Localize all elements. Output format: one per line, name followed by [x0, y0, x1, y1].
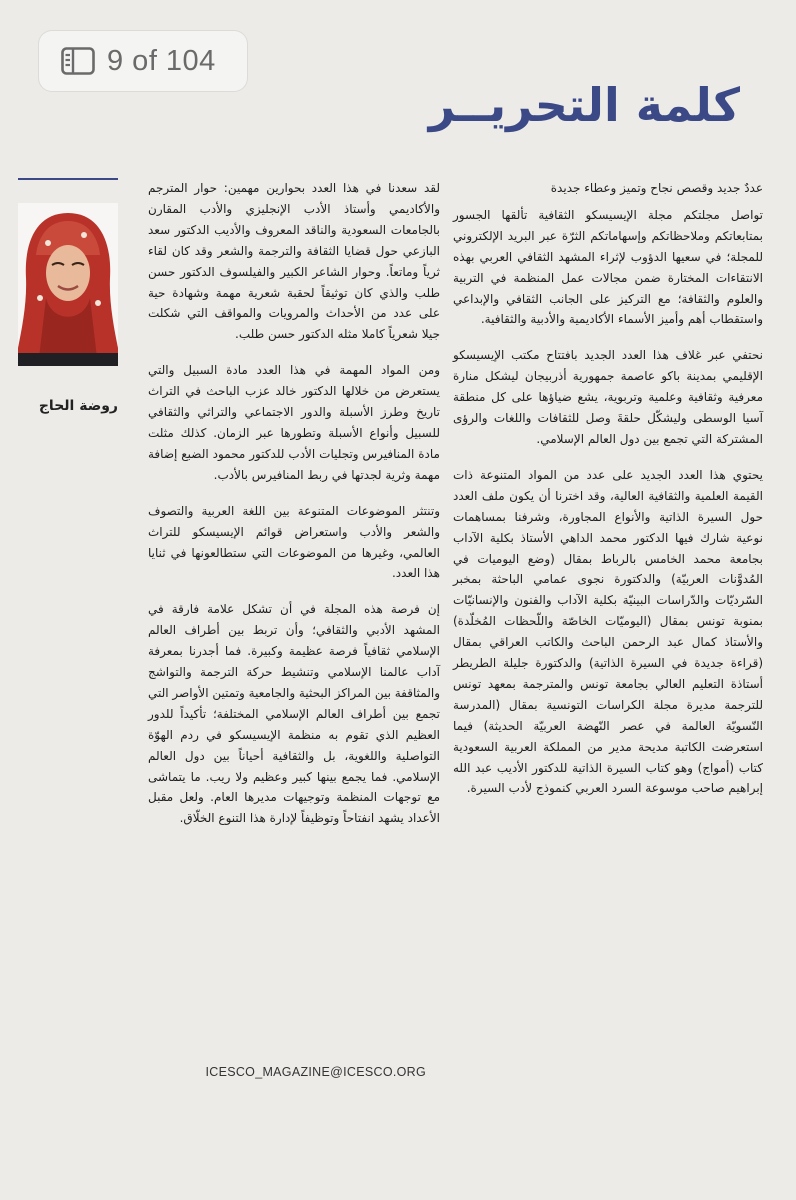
page-indicator[interactable]	[39, 31, 247, 91]
paragraph: يحتوي هذا العدد الجديد على عدد من المواد المتنوعة ذات القيمة العلمية والثقافية العالية، وقد اخترنا أن يكون ملف العدد حول السيرة الذاتية والأنواع المجاورة، وشرفنا بمساهمات نوعية شارك فيها الدكتور محمد الداهي الأستاذ بكلية الآداب بجامعة محمد الخامس بالرباط بمقال (وضع اليوميات في المُدوَّنات العربيّة) والدكتورة نجوى عمامي الباحثة بمخبر السّرديّات والدّراسات البينيّة بكلية الآداب والفنون والإنسانيّات بمنوبة تونس بمقال (اليوميّات الخاصّة واللّحظات المُخلّدة) والأستاذ كمال عبد الرحمن الباحث والكاتب العراقي بمقال (قراءة جديدة في السيرة الذاتية) والدكتورة جليلة الطريطر أستاذة التعليم العالي بجامعة تونس والمترجمة بمعهد تونس للترجمة مديرة مجلة الكراسات التونسية بمقال (المدرسة النّسويّة العالمة في عصر النّهضة العربيّة الحديثة) فيما استعرضت الكاتبة مديحة مدير من المملكة العربية السعودية كتاب (أمواج) وهو كتاب السيرة الذاتية للدكتور الأديب عبد الله إبراهيم صاحب موسوعة السرد العربي كنموذج لأدب السيرة.	[453, 467, 763, 796]
article-column-middle	[148, 178, 440, 844]
page-indicator-text: 9 of 104	[107, 44, 216, 77]
sidebar-toggle-icon[interactable]	[61, 47, 95, 75]
article-column-right	[453, 178, 763, 814]
author-photo	[18, 203, 118, 366]
author-name: روضة الحاج	[38, 398, 118, 414]
article-subtitle: عددٌ جديد وقصص نجاح وتميز وعطاء جديدة	[550, 181, 763, 195]
paragraph: وتنتثر الموضوعات المتنوعة بين اللغة العربية والتصوف والشعر والأدب واستعراض قوائم الإيسيسكو للتراث العالمي، وغيرها من الموضوعات التي ستطالعونها في ثنايا هذا العدد.	[148, 503, 440, 581]
contact-email[interactable]: ICESCO_MAGAZINE@ICESCO.ORG	[205, 1065, 426, 1079]
paragraph: إن فرصة هذه المجلة في أن تشكل علامة فارقة في المشهد الأدبي والثقافي؛ وأن تربط بين أطراف العالم الإسلامي ثقافياً فرصة عظيمة وكبيرة. فما أجدرنا بمعرفة آداب عالمنا الإسلامي وتنشيط حركة الترجمة والتواشج والمثاقفة بين المراكز البحثية والجامعية وتمتين الأواصر التي تجمع بين أطراف العالم الإسلامي المختلفة؛ تأكيداً للدور العظيم الذي تقوم به منظمة الإيسيسكو في ردم الهوّة التواصلية واللغوية، بل والثقافية أحياناً بين دول العالم الإسلامي. فما يجمع بينها كبير وعظيم ولا ريب. ما يتماشى مع توجهات المنظمة وتوجيهات مديرها العام. ولعل مقبل الأعداد يشهد انفتاحاً وتوظيفاً لإدارة هذا التنوع الخلّاق.	[148, 602, 440, 826]
paragraph: تواصل مجلتكم مجلة الإيسيسكو الثقافية تألقها الجسور بمتابعاتكم وملاحظاتكم وإسهاماتكم الثرّة عبر البريد الإلكتروني للمجلة؛ في سعيها الدؤوب لإثراء المشهد الثقافي العربي بهذه الانتقاءات المختارة ضمن مجالات عمل المنظمة في التربية والعلوم والثقافة؛ مع التركيز على الجانب الثقافي والإبداعي واستقطاب أهم وأميز الأسماء الأكاديمية والأدبية والثقافية.	[453, 207, 763, 327]
author-divider	[18, 178, 118, 180]
page-title: كلمة التحريــر	[428, 78, 740, 132]
paragraph: ومن المواد المهمة في هذا العدد مادة السبيل والتي يستعرض من خلالها الدكتور خالد عزب الباحث في التراث تاريخ وطرز الأسبلة والدور الاجتماعي والتراثي والثقافي للسبيل وأنواع الأسبلة وتطورها عبر الزمان. كذلك مثلت مادة المنافيرس وتجليات الأدب للدكتور محمود الضبع إضافة مهمة وثرية لجدتها في ربط المنافيرس بالأدب.	[148, 363, 440, 482]
paragraph: لقد سعدنا في هذا العدد بحوارين مهمين: حوار المترجم والأكاديمي وأستاذ الأدب الإنجليزي والأدب المقارن بالجامعات السعودية والناقد المعروف والأديب الدكتور سعد البازعي حول قضايا الثقافة والترجمة والشعر وقد كان لقاء ثرياً وماتعاً. وحوار الشاعر الكبير والفيلسوف الدكتور حسن طلب والذي كان توثيقاً لحقبة شعرية مهمة وشهادة حية على عدد من الأحداث والمرويات والمواقف التي شكلت جيلا شعرياً كاملا مثله الدكتور حسن طلب.	[148, 181, 440, 342]
paragraph: نحتفي عبر غلاف هذا العدد الجديد بافتتاح مكتب الإيسيسكو الإقليمي بمدينة باكو عاصمة جمهورية أذربيجان ليشكل منارة معرفية وثقافية وعلمية وتربوية، يشع ضياؤها على كل منطقة آسيا الوسطى وليشكّل حلقةَ وصل للثقافات واللغات والرؤى المشتركة التي تجمع بين دول العالم الإسلامي.	[453, 348, 763, 446]
